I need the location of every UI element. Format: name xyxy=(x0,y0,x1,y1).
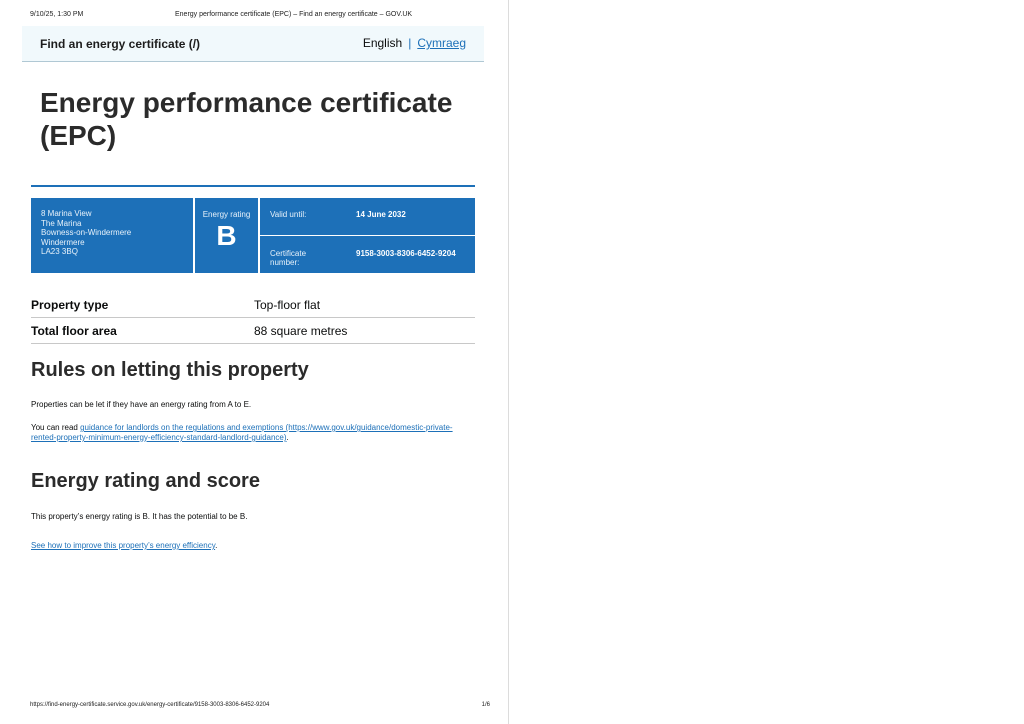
property-type-value: Top-floor flat xyxy=(254,298,321,312)
box-divider xyxy=(260,235,475,236)
property-type-label: Property type xyxy=(31,298,109,312)
language-switcher xyxy=(363,36,466,50)
guidance-prefix: You can read xyxy=(31,423,81,432)
letting-rules-heading: Rules on letting this property xyxy=(31,359,309,381)
print-datetime: 9/10/25, 1:30 PM xyxy=(30,11,84,18)
print-footer-url: https://find-energy-certificate.service.gov.uk/energy-certificate/9158-3003-8306-6452-9204 xyxy=(30,702,270,708)
address-line: Windermere xyxy=(41,237,85,247)
valid-until-label: Valid until: xyxy=(270,210,307,219)
floor-area-value: 88 square metres xyxy=(254,324,348,338)
lang-cymraeg-link[interactable]: Cymraeg xyxy=(417,36,466,50)
landlord-guidance-paragraph xyxy=(31,423,471,443)
energy-rating-label: Energy rating xyxy=(202,210,251,219)
title-divider xyxy=(31,185,475,187)
page-title: Energy performance certificate (EPC) xyxy=(40,87,453,151)
property-address xyxy=(41,209,191,257)
energy-rating-text: This property’s energy rating is B. It has the potential to be B. xyxy=(31,512,248,521)
improve-efficiency-link[interactable]: See how to improve this property’s energy efficiency xyxy=(31,541,216,550)
certificate-number-value: 9158-3003-8306-6452-9204 xyxy=(356,249,456,258)
service-banner xyxy=(22,26,484,62)
landlord-guidance-link[interactable]: guidance for landlords on the regulations and exemptions (https://www.gov.uk/guidance/domestic-private-rented-property-minimum-energy-efficiency-standard-landlord-guidance) xyxy=(31,423,453,442)
service-name-link[interactable]: Find an energy certificate (/) xyxy=(40,37,201,51)
energy-rating-heading: Energy rating and score xyxy=(31,470,260,492)
page-number: 1/6 xyxy=(481,702,490,708)
address-line: The Marina xyxy=(41,218,82,228)
energy-rating-value: B xyxy=(216,220,237,251)
address-line: LA23 3BQ xyxy=(41,247,78,256)
improve-suffix: . xyxy=(215,541,218,550)
certificate-number-label: Certificate number: xyxy=(270,249,307,267)
lang-english: English xyxy=(362,36,403,50)
print-page-title: Energy performance certificate (EPC) – Find an energy certificate – GOV.UK xyxy=(175,11,413,18)
certificate-summary-box xyxy=(31,198,475,273)
page-edge xyxy=(508,0,509,724)
guidance-suffix: . xyxy=(286,433,289,442)
floor-area-row xyxy=(31,318,475,344)
improve-paragraph xyxy=(31,541,471,551)
address-line: 8 Marina View xyxy=(41,209,92,218)
lang-separator: | xyxy=(408,36,412,50)
floor-area-label: Total floor area xyxy=(31,324,117,338)
property-type-row xyxy=(31,292,475,318)
address-line: Bowness-on-Windermere xyxy=(41,228,132,237)
valid-until-value: 14 June 2032 xyxy=(356,210,406,219)
letting-rules-text: Properties can be let if they have an energy rating from A to E. xyxy=(31,400,252,409)
document-page xyxy=(0,0,508,724)
